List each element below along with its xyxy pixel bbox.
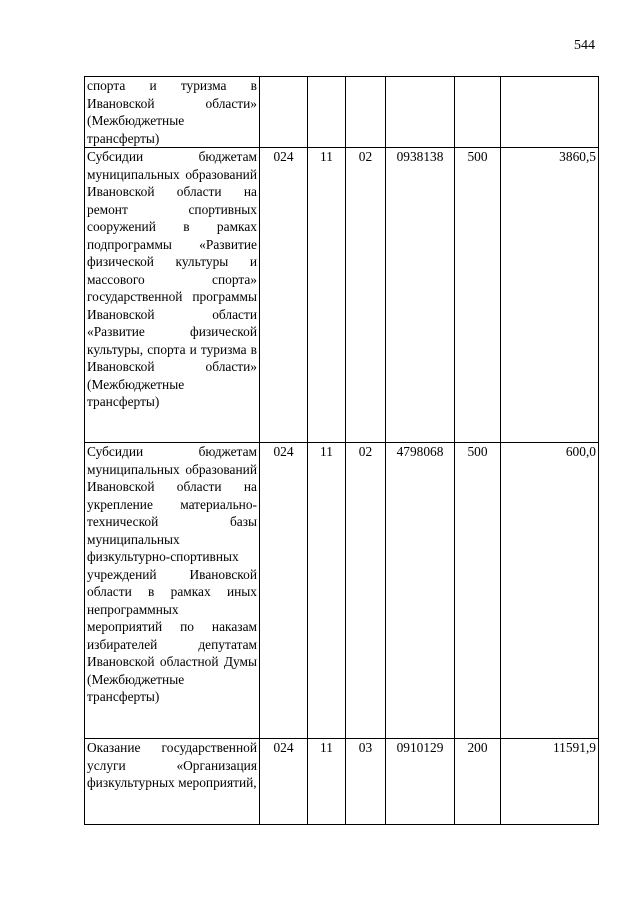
row-subsection bbox=[346, 77, 386, 148]
row-gad-code: 024 bbox=[260, 148, 308, 443]
row-subsection: 02 bbox=[346, 443, 386, 739]
row-amount bbox=[501, 77, 599, 148]
row-expense-type: 200 bbox=[455, 739, 501, 825]
row-section: 11 bbox=[308, 148, 346, 443]
row-section: 11 bbox=[308, 443, 346, 739]
row-gad-code: 024 bbox=[260, 443, 308, 739]
row-section: 11 bbox=[308, 739, 346, 825]
page-number: 544 bbox=[574, 38, 595, 53]
row-description: Оказание государственной услуги «Организация физкультурных мероприятий, bbox=[85, 739, 260, 825]
row-target-code: 0910129 bbox=[386, 739, 455, 825]
table-row bbox=[85, 148, 599, 443]
row-amount: 11591,9 bbox=[501, 739, 599, 825]
row-target-code: 0938138 bbox=[386, 148, 455, 443]
row-description: Субсидии бюджетам муниципальных образований Ивановской области на укрепление материально-технической базы муниципальных физкультурно-спортивных учреждений Ивановской области в рамках иных непрограммных мероприятий по наказам избирателей депутатам Ивановской областной Думы (Межбюджетные трансферты) bbox=[85, 443, 260, 739]
row-expense-type: 500 bbox=[455, 443, 501, 739]
table-row bbox=[85, 77, 599, 148]
row-subsection: 02 bbox=[346, 148, 386, 443]
row-description: Субсидии бюджетам муниципальных образований Ивановской области на ремонт спортивных сооружений в рамках подпрограммы «Развитие физической культуры и массового спорта» государственной программы Ивановской области «Развитие физической культуры, спорта и туризма в Ивановской области» (Межбюджетные трансферты) bbox=[85, 148, 260, 443]
row-amount: 600,0 bbox=[501, 443, 599, 739]
row-gad-code bbox=[260, 77, 308, 148]
row-gad-code: 024 bbox=[260, 739, 308, 825]
row-section bbox=[308, 77, 346, 148]
table-row bbox=[85, 443, 599, 739]
row-expense-type: 500 bbox=[455, 148, 501, 443]
row-amount: 3860,5 bbox=[501, 148, 599, 443]
budget-table bbox=[84, 76, 599, 825]
row-target-code: 4798068 bbox=[386, 443, 455, 739]
row-target-code bbox=[386, 77, 455, 148]
row-expense-type bbox=[455, 77, 501, 148]
table-row bbox=[85, 739, 599, 825]
row-subsection: 03 bbox=[346, 739, 386, 825]
row-description: спорта и туризма в Ивановской области» (Межбюджетные трансферты) bbox=[85, 77, 260, 148]
